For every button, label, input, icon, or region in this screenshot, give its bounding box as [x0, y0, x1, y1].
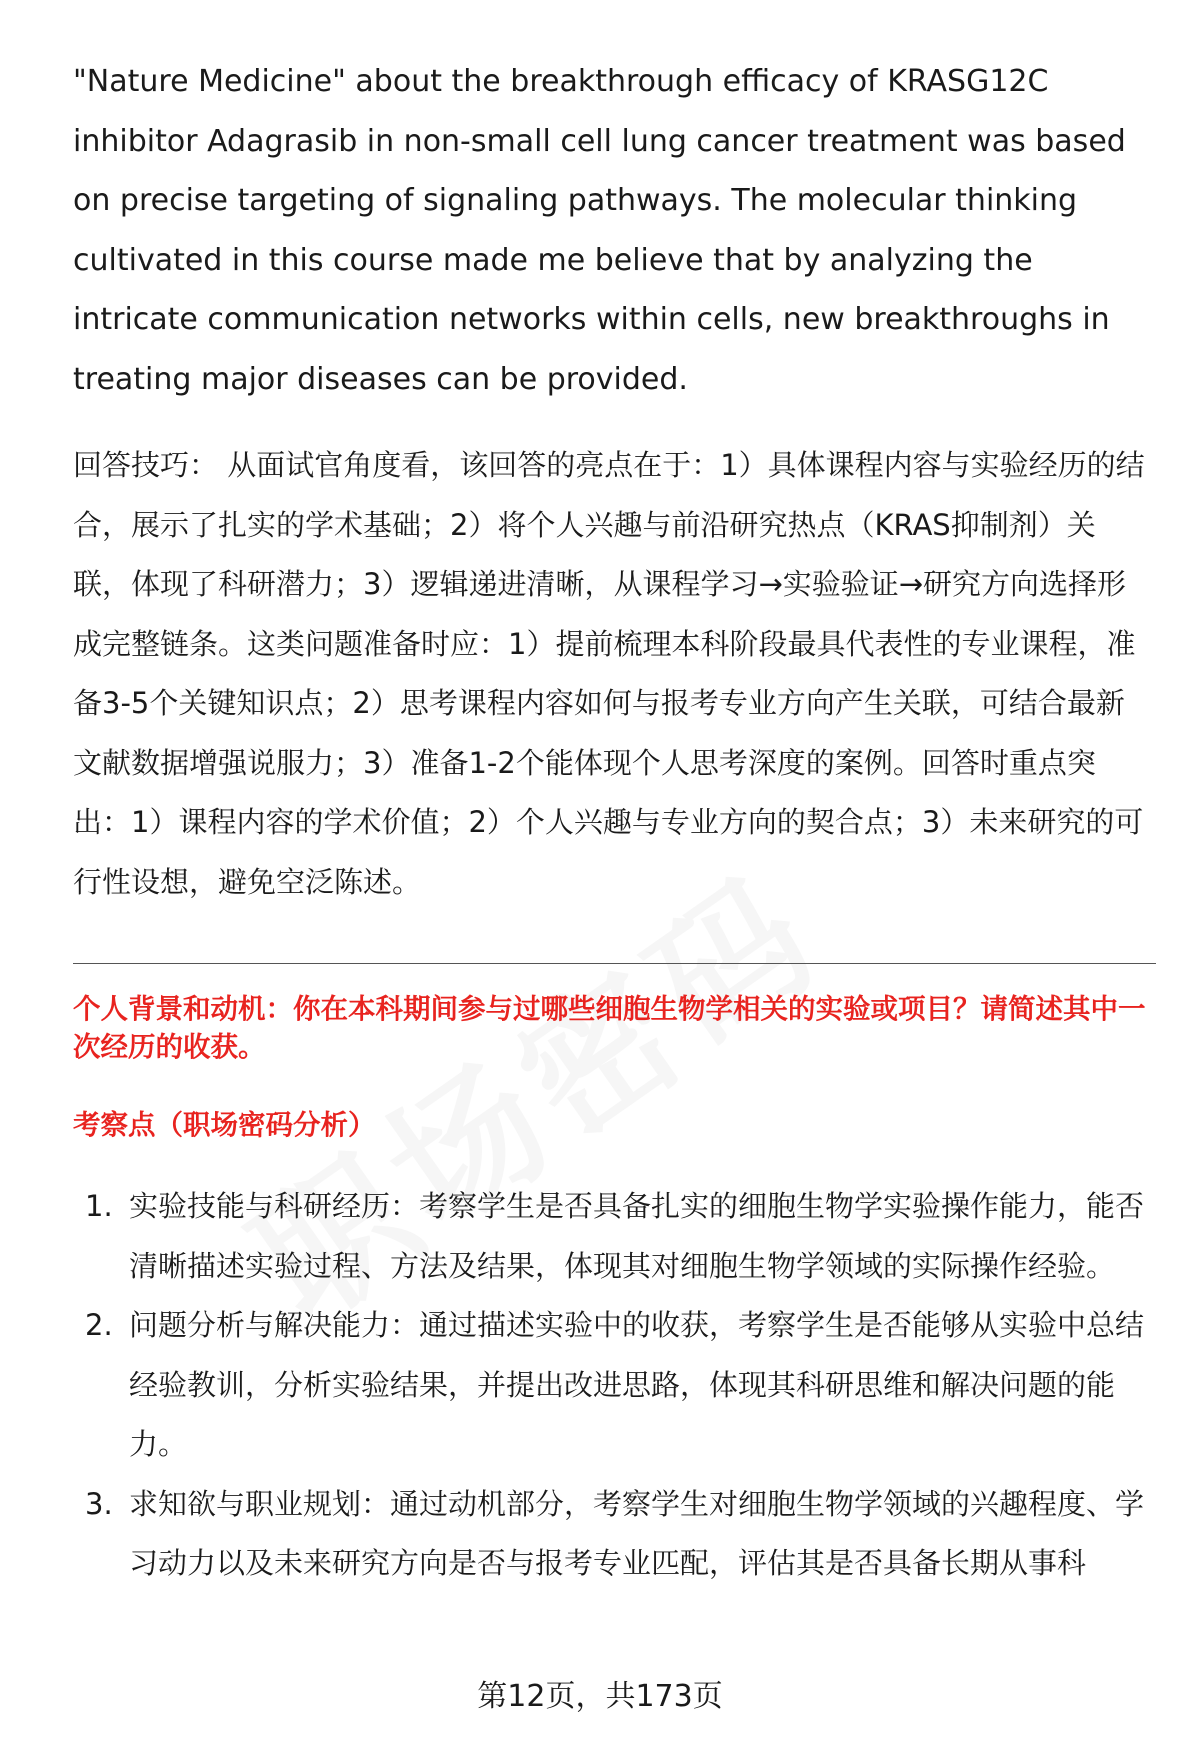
list-item — [73, 1296, 1158, 1475]
list-item-number: 3. — [85, 1486, 113, 1521]
question-heading: 个人背景和动机：你在本科期间参与过哪些细胞生物学相关的实验或项目？请简述其中一次经历的收获。 — [73, 993, 1146, 1063]
list-item-number: 1. — [85, 1189, 113, 1223]
intro-paragraph: "Nature Medicine" about the breakthrough efficacy of KRASG12C inhibitor Adagrasib in non-small cell lung cancer treatment was based on precise targeting of signaling pathways. The molecular thinking cultivated in this course made me believe that by analyzing the intricate communication networks within cells, new breakthroughs in treating major diseases can be provided. — [73, 64, 1126, 397]
list-item-number: 2. — [85, 1308, 113, 1342]
list-item-text: 实验技能与科研经历：考察学生是否具备扎实的细胞生物学实验操作能力，能否清晰描述实验过程、方法及结果，体现其对细胞生物学领域的实际操作经验。 — [129, 1189, 1145, 1283]
list-item — [73, 1475, 1158, 1594]
list-item — [73, 1177, 1158, 1296]
assessment-points-heading: 考察点（职场密码分析） — [73, 1109, 376, 1141]
section-divider — [73, 963, 1156, 964]
page-number-footer: 第12页，共173页 — [477, 1679, 723, 1714]
assessment-points-list — [73, 1177, 1158, 1594]
list-item-text: 问题分析与解决能力：通过描述实验中的收获，考察学生是否能够从实验中总结经验教训，分析实验结果，并提出改进思路，体现其科研思维和解决问题的能力。 — [129, 1308, 1145, 1461]
answer-tips-paragraph: 回答技巧： 从面试官角度看，该回答的亮点在于：1）具体课程内容与实验经历的结合，展示了扎实的学术基础；2）将个人兴趣与前沿研究热点（KRAS抑制剂）关联，体现了科研潜力；3）逻辑递进清晰，从课程学习→实验验证→研究方向选择形成完整链条。这类问题准备时应：1）提前梳理本科阶段最具代表性的专业课程，准备3-5个关键知识点；2）思考课程内容如何与报考专业方向产生关联，可结合最新文献数据增强说服力；3）准备1-2个能体现个人思考深度的案例。回答时重点突出：1）课程内容的学术价值；2）个人兴趣与专业方向的契合点；3）未来研究的可行性设想，避免空泛陈述。 — [73, 448, 1145, 899]
list-item-text: 求知欲与职业规划：通过动机部分，考察学生对细胞生物学领域的兴趣程度、学习动力以及未来研究方向是否与报考专业匹配，评估其是否具备长期从事科 — [129, 1486, 1145, 1580]
